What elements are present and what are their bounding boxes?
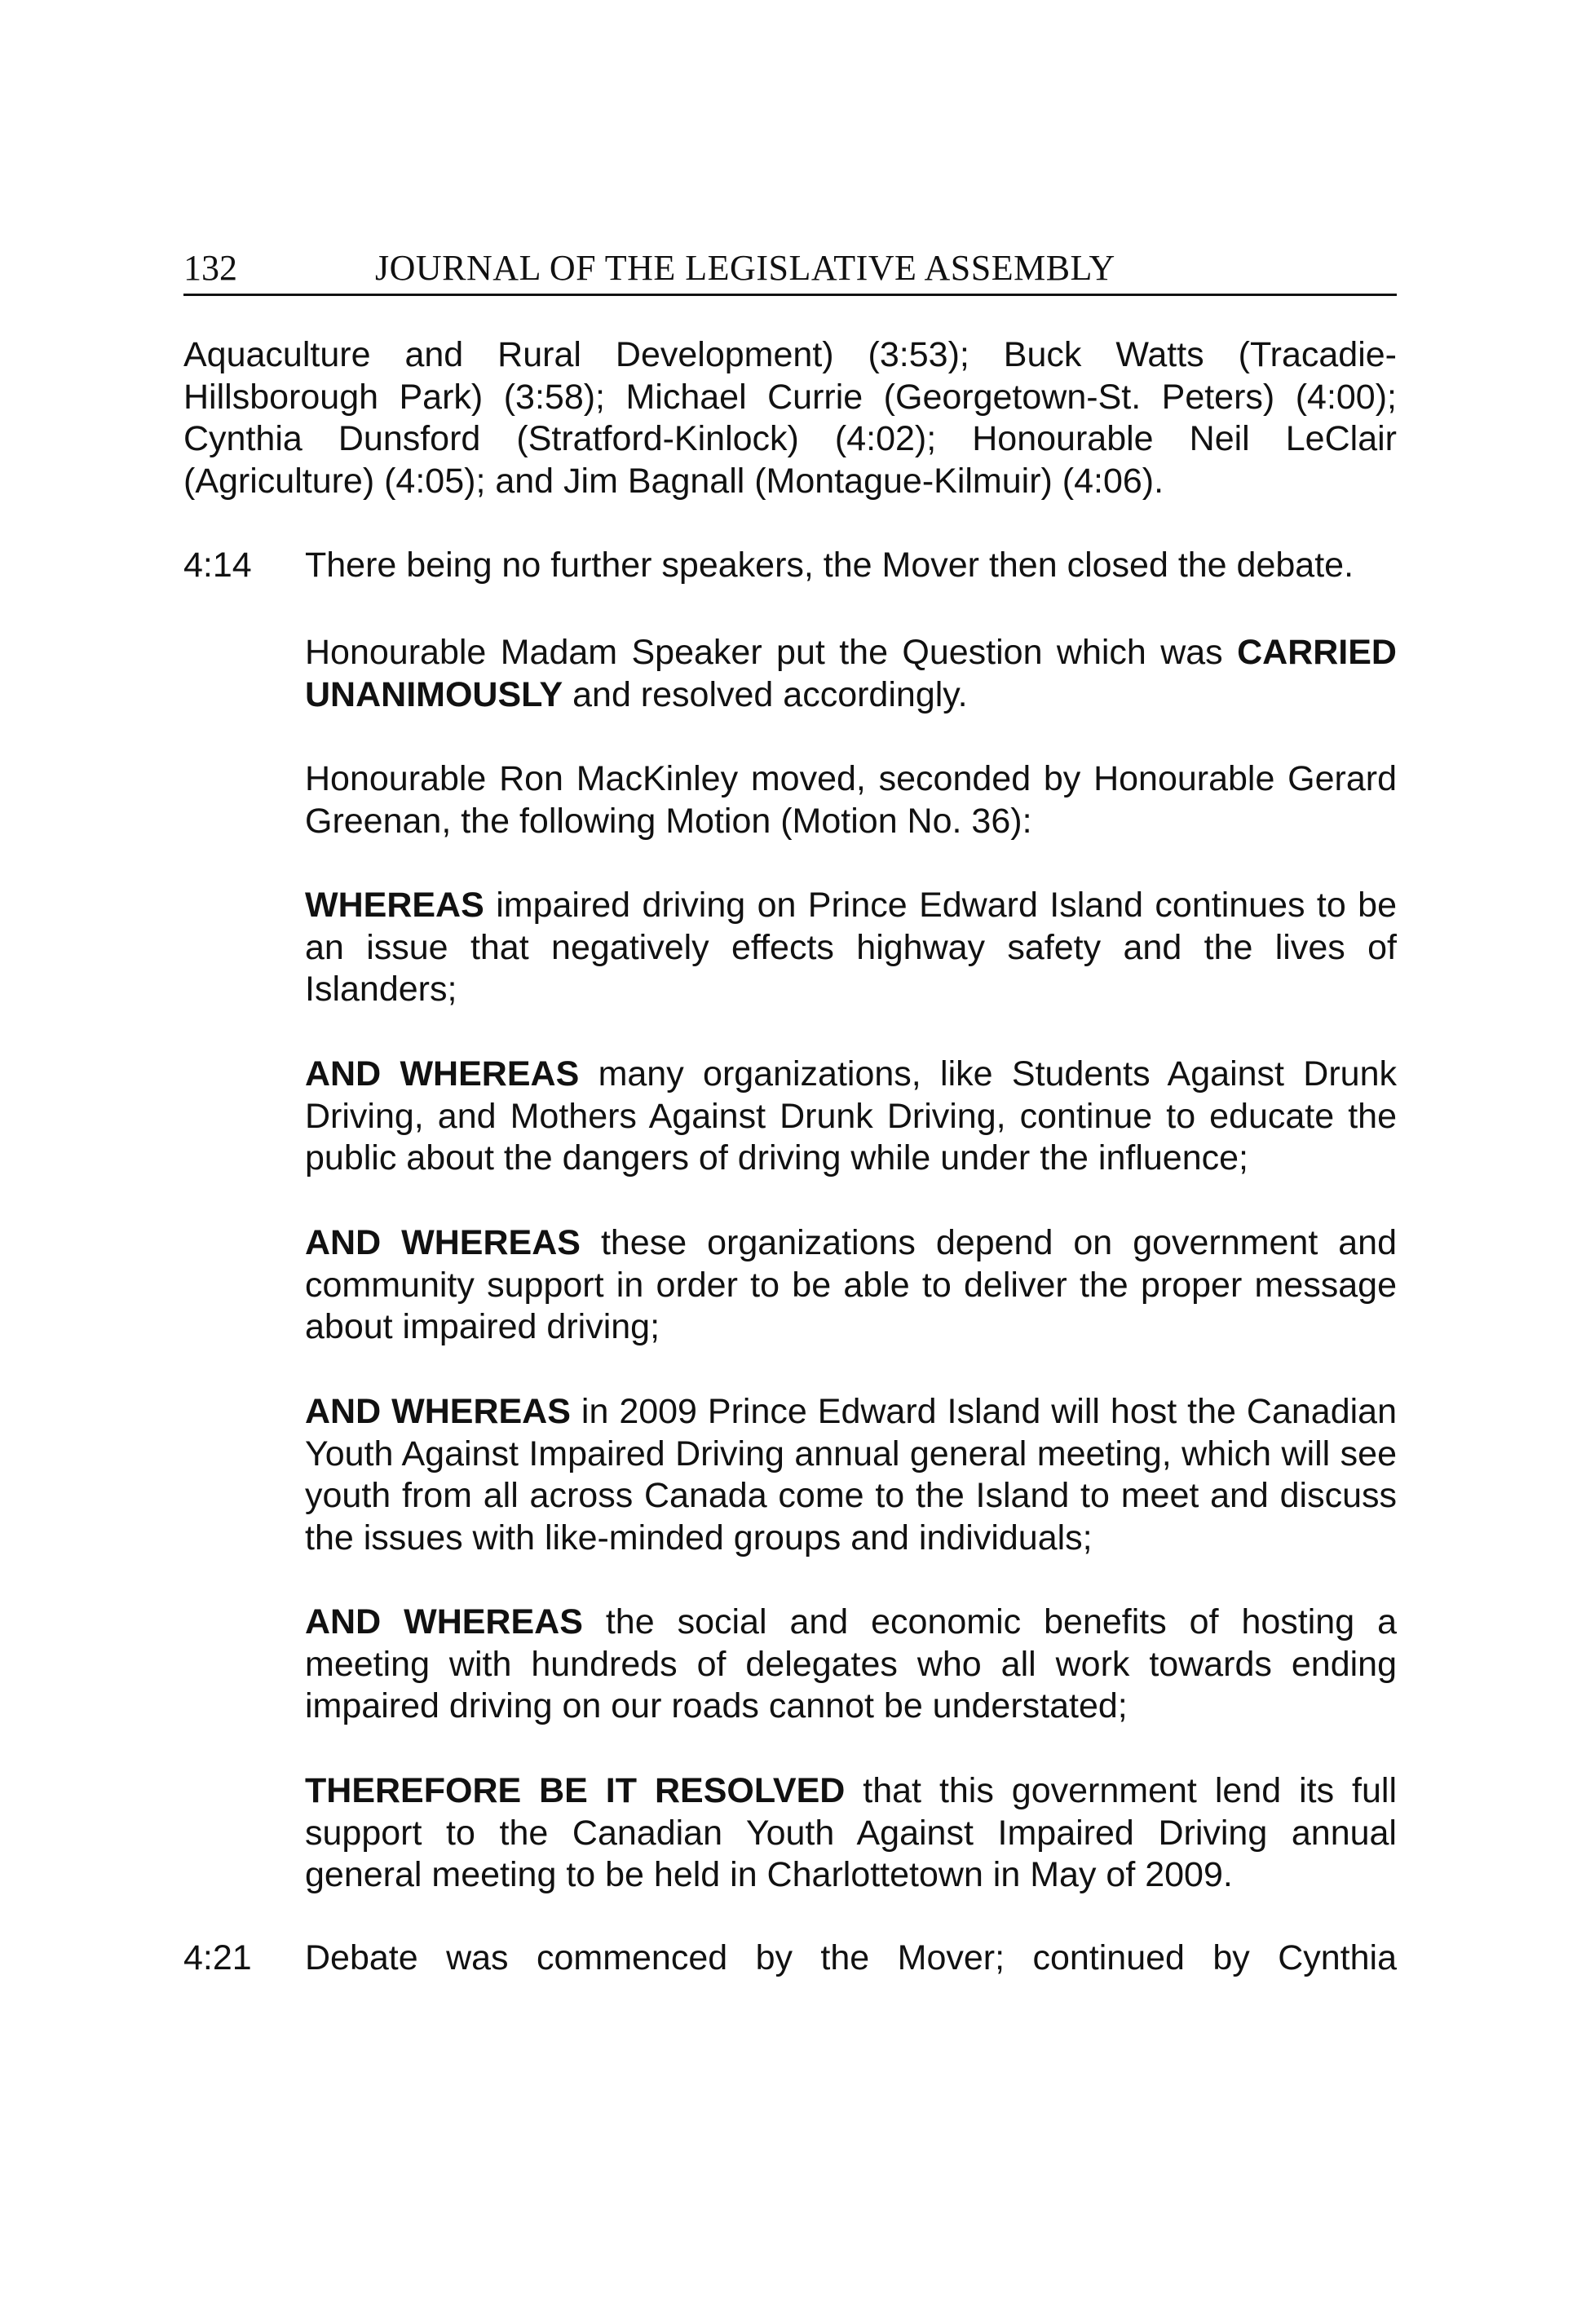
whereas-keyword: AND WHEREAS	[305, 1392, 571, 1431]
clause-text: these organizations depend on government and community support in order to be able to deliver the proper message about impaired driving;	[305, 1223, 1397, 1346]
whereas-keyword: AND WHEREAS	[305, 1223, 581, 1262]
whereas-keyword: WHEREAS	[305, 886, 484, 925]
question-text: Honourable Madam Speaker put the Question which was	[305, 633, 1238, 672]
timestamp-4-14: 4:14	[183, 546, 252, 585]
whereas-keyword: AND WHEREAS	[305, 1602, 583, 1641]
whereas-clause-1	[305, 885, 1397, 1011]
debate-closed-paragraph: There being no further speakers, the Mover then closed the debate.	[305, 546, 1354, 585]
resolved-text: and resolved accordingly.	[563, 674, 968, 714]
motion-introduction: Honourable Ron MacKinley moved, seconded by Honourable Gerard Greenan, the following Motion (Motion No. 36):	[305, 759, 1397, 841]
page-header	[183, 243, 1397, 296]
whereas-keyword: AND WHEREAS	[305, 1054, 580, 1094]
whereas-clause-3	[305, 1222, 1397, 1349]
page-number: 132	[183, 248, 237, 288]
debate-commenced-paragraph: Debate was commenced by the Mover; continued by Cynthia	[305, 1938, 1397, 1977]
clause-text: that this government lend its full support to the Canadian Youth Against Impaired Driving annual general meeting to be held in Charlottetown in May of 2009.	[305, 1771, 1397, 1894]
resolved-keyword: THEREFORE BE IT RESOLVED	[305, 1771, 846, 1810]
question-carried-paragraph	[305, 632, 1397, 716]
whereas-clause-5	[305, 1602, 1397, 1728]
clause-text: impaired driving on Prince Edward Island continues to be an issue that negatively effects highway safety and the lives of Islanders;	[305, 886, 1397, 1009]
resolution-clause	[305, 1770, 1397, 1897]
speakers-continuation: Aquaculture and Rural Development) (3:53); Buck Watts (Tracadie-Hillsborough Park) (3:58); Michael Currie (Georgetown-St. Peters) (4:00); Cynthia Dunsford (Stratford-Kinlock) (4:02); Honourable Neil LeClair (Agriculture) (4:05); and Jim Bagnall (Montague-Kilmuir) (4:06).	[183, 335, 1397, 501]
carried-unanimously-label: CARRIED UNANIMOUSLY	[305, 633, 1397, 714]
whereas-clause-2	[305, 1054, 1397, 1180]
clause-text: the social and economic benefits of hosting a meeting with hundreds of delegates who all work towards ending impaired driving on our roads cannot be understated;	[305, 1602, 1397, 1725]
whereas-clause-4	[305, 1391, 1397, 1559]
clause-text: many organizations, like Students Against Drunk Driving, and Mothers Against Drunk Driving, continue to educate the public about the dangers of driving while under the influence;	[305, 1054, 1397, 1177]
clause-text: in 2009 Prince Edward Island will host the Canadian Youth Against Impaired Driving annual general meeting, which will see youth from all across Canada come to the Island to meet and discuss the issues with like-minded groups and individuals;	[305, 1392, 1397, 1557]
journal-title: JOURNAL OF THE LEGISLATIVE ASSEMBLY	[375, 248, 1115, 288]
timestamp-4-21: 4:21	[183, 1938, 252, 1977]
